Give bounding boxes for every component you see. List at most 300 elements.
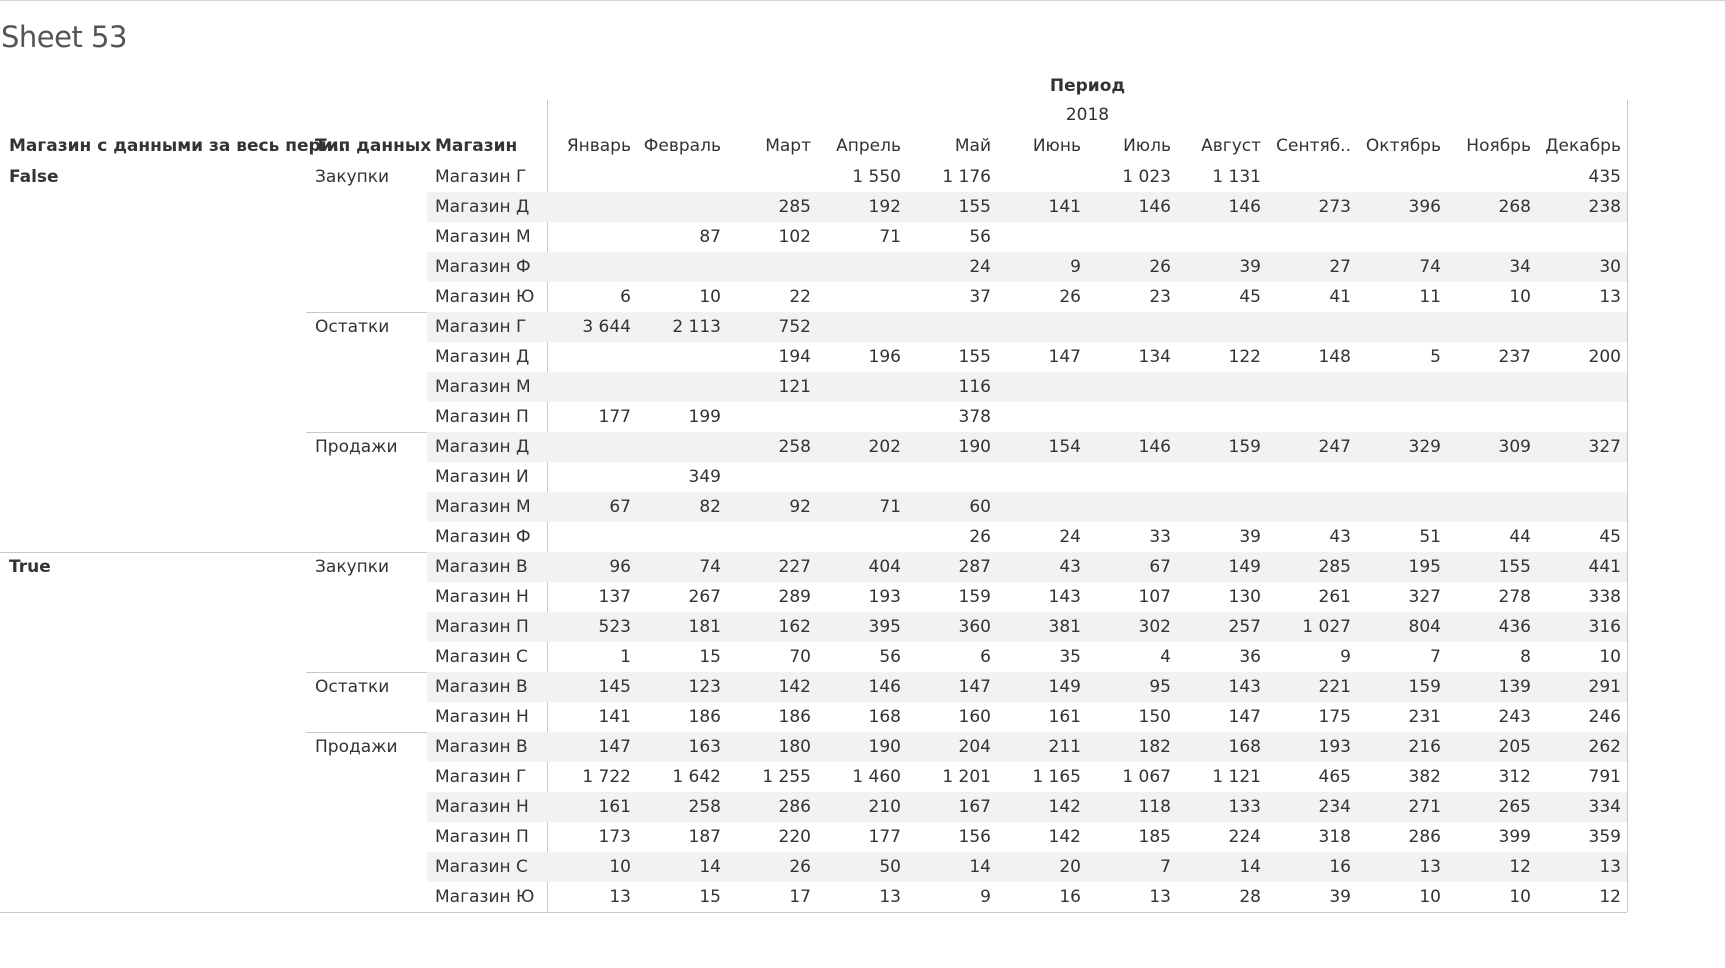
- value-cell[interactable]: 130: [1228, 587, 1261, 607]
- value-cell[interactable]: 182: [1138, 737, 1171, 757]
- store-label[interactable]: Магазин С: [435, 857, 528, 877]
- value-cell[interactable]: 24: [969, 257, 991, 277]
- month-header[interactable]: Сентяб..: [1276, 136, 1351, 156]
- value-cell[interactable]: [1177, 372, 1261, 402]
- value-cell[interactable]: 13: [609, 887, 631, 907]
- value-cell[interactable]: 1 642: [672, 767, 721, 787]
- value-cell[interactable]: 107: [1138, 587, 1171, 607]
- value-cell[interactable]: 210: [868, 797, 901, 817]
- value-cell[interactable]: 45: [1239, 287, 1261, 307]
- value-cell[interactable]: [1177, 222, 1261, 252]
- value-cell[interactable]: 147: [598, 737, 631, 757]
- value-cell[interactable]: 173: [598, 827, 631, 847]
- value-cell[interactable]: 13: [879, 887, 901, 907]
- store-label[interactable]: Магазин И: [435, 467, 529, 487]
- value-cell[interactable]: 378: [958, 407, 991, 427]
- value-cell[interactable]: [1537, 492, 1621, 522]
- store-label[interactable]: Магазин С: [435, 647, 528, 667]
- month-header[interactable]: Июнь: [1032, 136, 1081, 156]
- value-cell[interactable]: 287: [958, 557, 991, 577]
- value-cell[interactable]: 4: [1160, 647, 1171, 667]
- value-cell[interactable]: 95: [1149, 677, 1171, 697]
- store-label[interactable]: Магазин М: [435, 497, 531, 517]
- value-cell[interactable]: 205: [1498, 737, 1531, 757]
- value-cell[interactable]: [817, 462, 901, 492]
- value-cell[interactable]: [997, 222, 1081, 252]
- value-cell[interactable]: 338: [1588, 587, 1621, 607]
- value-cell[interactable]: [1357, 222, 1441, 252]
- value-cell[interactable]: 5: [1430, 347, 1441, 367]
- value-cell[interactable]: 395: [868, 617, 901, 637]
- value-cell[interactable]: [1267, 372, 1351, 402]
- value-cell[interactable]: 285: [778, 197, 811, 217]
- value-cell[interactable]: 286: [778, 797, 811, 817]
- value-cell[interactable]: [547, 252, 631, 282]
- store-label[interactable]: Магазин Г: [435, 767, 527, 787]
- value-cell[interactable]: [907, 312, 991, 342]
- value-cell[interactable]: [727, 402, 811, 432]
- value-cell[interactable]: 262: [1588, 737, 1621, 757]
- value-cell[interactable]: 349: [688, 467, 721, 487]
- value-cell[interactable]: 224: [1228, 827, 1261, 847]
- value-cell[interactable]: 261: [1318, 587, 1351, 607]
- value-cell[interactable]: [1087, 222, 1171, 252]
- period-header[interactable]: Период: [1049, 76, 1126, 96]
- value-cell[interactable]: 155: [1498, 557, 1531, 577]
- store-label[interactable]: Магазин Н: [435, 707, 529, 727]
- value-cell[interactable]: 181: [688, 617, 721, 637]
- value-cell[interactable]: [1177, 462, 1261, 492]
- value-cell[interactable]: 2 113: [672, 317, 721, 337]
- value-cell[interactable]: [637, 342, 721, 372]
- value-cell[interactable]: 159: [958, 587, 991, 607]
- value-cell[interactable]: 20: [1059, 857, 1081, 877]
- column-header-data-type[interactable]: Тип данных: [315, 136, 432, 156]
- value-cell[interactable]: 312: [1498, 767, 1531, 787]
- value-cell[interactable]: [1357, 312, 1441, 342]
- value-cell[interactable]: [547, 372, 631, 402]
- value-cell[interactable]: [1537, 402, 1621, 432]
- value-cell[interactable]: 87: [699, 227, 721, 247]
- store-label[interactable]: Магазин Ю: [435, 287, 535, 307]
- value-cell[interactable]: 51: [1419, 527, 1441, 547]
- value-cell[interactable]: [1537, 312, 1621, 342]
- data-type-label[interactable]: Остатки: [315, 317, 390, 337]
- store-label[interactable]: Магазин М: [435, 377, 531, 397]
- value-cell[interactable]: 1 121: [1212, 767, 1261, 787]
- value-cell[interactable]: 156: [958, 827, 991, 847]
- value-cell[interactable]: 9: [980, 887, 991, 907]
- value-cell[interactable]: 10: [1509, 887, 1531, 907]
- value-cell[interactable]: 35: [1059, 647, 1081, 667]
- value-cell[interactable]: 204: [958, 737, 991, 757]
- value-cell[interactable]: 7: [1160, 857, 1171, 877]
- value-cell[interactable]: 200: [1588, 347, 1621, 367]
- value-cell[interactable]: 141: [1048, 197, 1081, 217]
- value-cell[interactable]: [727, 162, 811, 192]
- store-label[interactable]: Магазин Н: [435, 797, 529, 817]
- month-header[interactable]: Март: [765, 136, 811, 156]
- value-cell[interactable]: 258: [778, 437, 811, 457]
- value-cell[interactable]: 10: [699, 287, 721, 307]
- value-cell[interactable]: [547, 222, 631, 252]
- value-cell[interactable]: 14: [699, 857, 721, 877]
- value-cell[interactable]: 142: [1048, 797, 1081, 817]
- value-cell[interactable]: 137: [598, 587, 631, 607]
- value-cell[interactable]: 309: [1498, 437, 1531, 457]
- value-cell[interactable]: [1177, 402, 1261, 432]
- month-header[interactable]: Август: [1201, 136, 1261, 156]
- value-cell[interactable]: 28: [1239, 887, 1261, 907]
- value-cell[interactable]: 26: [1149, 257, 1171, 277]
- value-cell[interactable]: [1537, 372, 1621, 402]
- data-type-label[interactable]: Продажи: [315, 737, 398, 757]
- value-cell[interactable]: 96: [609, 557, 631, 577]
- value-cell[interactable]: 163: [688, 737, 721, 757]
- value-cell[interactable]: 161: [1048, 707, 1081, 727]
- value-cell[interactable]: 168: [868, 707, 901, 727]
- value-cell[interactable]: 1 165: [1032, 767, 1081, 787]
- value-cell[interactable]: 318: [1318, 827, 1351, 847]
- value-cell[interactable]: [637, 372, 721, 402]
- value-cell[interactable]: [997, 402, 1081, 432]
- value-cell[interactable]: 26: [969, 527, 991, 547]
- value-cell[interactable]: 1 131: [1212, 167, 1261, 187]
- value-cell[interactable]: 329: [1408, 437, 1441, 457]
- value-cell[interactable]: [997, 462, 1081, 492]
- value-cell[interactable]: [1357, 372, 1441, 402]
- store-label[interactable]: Магазин Д: [435, 347, 530, 367]
- value-cell[interactable]: 190: [958, 437, 991, 457]
- value-cell[interactable]: 382: [1408, 767, 1441, 787]
- value-cell[interactable]: 16: [1059, 887, 1081, 907]
- value-cell[interactable]: 147: [1228, 707, 1261, 727]
- value-cell[interactable]: 146: [868, 677, 901, 697]
- value-cell[interactable]: [817, 402, 901, 432]
- value-cell[interactable]: 291: [1588, 677, 1621, 697]
- value-cell[interactable]: 465: [1318, 767, 1351, 787]
- value-cell[interactable]: [1447, 222, 1531, 252]
- value-cell[interactable]: 23: [1149, 287, 1171, 307]
- value-cell[interactable]: 16: [1329, 857, 1351, 877]
- value-cell[interactable]: [1447, 162, 1531, 192]
- store-full-period-flag[interactable]: True: [9, 557, 51, 577]
- value-cell[interactable]: [1177, 312, 1261, 342]
- value-cell[interactable]: 6: [620, 287, 631, 307]
- value-cell[interactable]: 82: [699, 497, 721, 517]
- value-cell[interactable]: [547, 162, 631, 192]
- value-cell[interactable]: 147: [1048, 347, 1081, 367]
- value-cell[interactable]: 60: [969, 497, 991, 517]
- value-cell[interactable]: 134: [1138, 347, 1171, 367]
- value-cell[interactable]: 190: [868, 737, 901, 757]
- value-cell[interactable]: 162: [778, 617, 811, 637]
- value-cell[interactable]: [1267, 402, 1351, 432]
- value-cell[interactable]: 146: [1228, 197, 1261, 217]
- value-cell[interactable]: [547, 462, 631, 492]
- month-header[interactable]: Ноябрь: [1466, 136, 1531, 156]
- value-cell[interactable]: 45: [1599, 527, 1621, 547]
- month-header[interactable]: Январь: [566, 136, 631, 156]
- value-cell[interactable]: 7: [1430, 647, 1441, 667]
- data-type-label[interactable]: Закупки: [315, 557, 390, 577]
- value-cell[interactable]: 102: [778, 227, 811, 247]
- value-cell[interactable]: 10: [1599, 647, 1621, 667]
- month-header[interactable]: Апрель: [836, 136, 901, 156]
- store-label[interactable]: Магазин П: [435, 617, 529, 637]
- value-cell[interactable]: 67: [1149, 557, 1171, 577]
- value-cell[interactable]: 74: [699, 557, 721, 577]
- value-cell[interactable]: [1357, 402, 1441, 432]
- value-cell[interactable]: 13: [1419, 857, 1441, 877]
- value-cell[interactable]: [1087, 312, 1171, 342]
- value-cell[interactable]: [1267, 162, 1351, 192]
- store-label[interactable]: Магазин П: [435, 407, 529, 427]
- value-cell[interactable]: 278: [1498, 587, 1531, 607]
- value-cell[interactable]: 1 722: [582, 767, 631, 787]
- value-cell[interactable]: [547, 522, 631, 552]
- value-cell[interactable]: 6: [980, 647, 991, 667]
- value-cell[interactable]: 9: [1070, 257, 1081, 277]
- value-cell[interactable]: [727, 462, 811, 492]
- value-cell[interactable]: 193: [1318, 737, 1351, 757]
- value-cell[interactable]: 39: [1239, 257, 1261, 277]
- value-cell[interactable]: 3 644: [582, 317, 631, 337]
- value-cell[interactable]: 143: [1048, 587, 1081, 607]
- value-cell[interactable]: 122: [1228, 347, 1261, 367]
- value-cell[interactable]: 791: [1588, 767, 1621, 787]
- value-cell[interactable]: 804: [1408, 617, 1441, 637]
- value-cell[interactable]: 302: [1138, 617, 1171, 637]
- value-cell[interactable]: 175: [1318, 707, 1351, 727]
- value-cell[interactable]: 70: [789, 647, 811, 667]
- value-cell[interactable]: 10: [609, 857, 631, 877]
- value-cell[interactable]: 50: [879, 857, 901, 877]
- value-cell[interactable]: 237: [1498, 347, 1531, 367]
- value-cell[interactable]: [727, 252, 811, 282]
- value-cell[interactable]: 12: [1599, 887, 1621, 907]
- value-cell[interactable]: 752: [778, 317, 811, 337]
- value-cell[interactable]: [1087, 402, 1171, 432]
- store-label[interactable]: Магазин М: [435, 227, 531, 247]
- value-cell[interactable]: 399: [1498, 827, 1531, 847]
- value-cell[interactable]: [727, 522, 811, 552]
- value-cell[interactable]: [1267, 312, 1351, 342]
- value-cell[interactable]: [907, 462, 991, 492]
- value-cell[interactable]: 26: [1059, 287, 1081, 307]
- value-cell[interactable]: 12: [1509, 857, 1531, 877]
- value-cell[interactable]: 44: [1509, 527, 1531, 547]
- value-cell[interactable]: [997, 372, 1081, 402]
- value-cell[interactable]: [1087, 492, 1171, 522]
- value-cell[interactable]: 14: [1239, 857, 1261, 877]
- value-cell[interactable]: 265: [1498, 797, 1531, 817]
- value-cell[interactable]: [997, 492, 1081, 522]
- value-cell[interactable]: 1 550: [852, 167, 901, 187]
- data-type-label[interactable]: Закупки: [315, 167, 390, 187]
- value-cell[interactable]: 381: [1048, 617, 1081, 637]
- value-cell[interactable]: 92: [789, 497, 811, 517]
- value-cell[interactable]: 196: [868, 347, 901, 367]
- value-cell[interactable]: 17: [789, 887, 811, 907]
- value-cell[interactable]: 146: [1138, 437, 1171, 457]
- value-cell[interactable]: [547, 192, 631, 222]
- value-cell[interactable]: 139: [1498, 677, 1531, 697]
- value-cell[interactable]: 1: [620, 647, 631, 667]
- value-cell[interactable]: [637, 252, 721, 282]
- value-cell[interactable]: 316: [1588, 617, 1621, 637]
- value-cell[interactable]: 27: [1329, 257, 1351, 277]
- value-cell[interactable]: 142: [778, 677, 811, 697]
- value-cell[interactable]: 149: [1228, 557, 1261, 577]
- value-cell[interactable]: [1447, 492, 1531, 522]
- value-cell[interactable]: 141: [598, 707, 631, 727]
- value-cell[interactable]: 436: [1498, 617, 1531, 637]
- value-cell[interactable]: 118: [1138, 797, 1171, 817]
- value-cell[interactable]: 1 023: [1122, 167, 1171, 187]
- month-header[interactable]: Октябрь: [1365, 136, 1441, 156]
- value-cell[interactable]: 13: [1149, 887, 1171, 907]
- value-cell[interactable]: 247: [1318, 437, 1351, 457]
- value-cell[interactable]: 177: [598, 407, 631, 427]
- value-cell[interactable]: 56: [969, 227, 991, 247]
- value-cell[interactable]: 435: [1588, 167, 1621, 187]
- value-cell[interactable]: [1357, 492, 1441, 522]
- value-cell[interactable]: 192: [868, 197, 901, 217]
- value-cell[interactable]: [1357, 162, 1441, 192]
- value-cell[interactable]: 116: [958, 377, 991, 397]
- value-cell[interactable]: 271: [1408, 797, 1441, 817]
- value-cell[interactable]: 1 067: [1122, 767, 1171, 787]
- value-cell[interactable]: 221: [1318, 677, 1351, 697]
- value-cell[interactable]: 142: [1048, 827, 1081, 847]
- value-cell[interactable]: 146: [1138, 197, 1171, 217]
- value-cell[interactable]: 13: [1599, 287, 1621, 307]
- value-cell[interactable]: 194: [778, 347, 811, 367]
- value-cell[interactable]: 186: [688, 707, 721, 727]
- store-label[interactable]: Магазин В: [435, 677, 528, 697]
- value-cell[interactable]: [1267, 492, 1351, 522]
- value-cell[interactable]: [1447, 372, 1531, 402]
- value-cell[interactable]: 10: [1419, 887, 1441, 907]
- value-cell[interactable]: 43: [1059, 557, 1081, 577]
- value-cell[interactable]: 145: [598, 677, 631, 697]
- value-cell[interactable]: 15: [699, 647, 721, 667]
- value-cell[interactable]: [817, 252, 901, 282]
- value-cell[interactable]: 74: [1419, 257, 1441, 277]
- value-cell[interactable]: 8: [1520, 647, 1531, 667]
- value-cell[interactable]: 267: [688, 587, 721, 607]
- value-cell[interactable]: 71: [879, 227, 901, 247]
- value-cell[interactable]: 34: [1509, 257, 1531, 277]
- value-cell[interactable]: 67: [609, 497, 631, 517]
- value-cell[interactable]: 327: [1588, 437, 1621, 457]
- value-cell[interactable]: [817, 522, 901, 552]
- value-cell[interactable]: 180: [778, 737, 811, 757]
- value-cell[interactable]: 167: [958, 797, 991, 817]
- value-cell[interactable]: 41: [1329, 287, 1351, 307]
- value-cell[interactable]: [817, 282, 901, 312]
- value-cell[interactable]: 161: [598, 797, 631, 817]
- store-label[interactable]: Магазин Ф: [435, 257, 531, 277]
- value-cell[interactable]: 26: [789, 857, 811, 877]
- month-header[interactable]: Май: [954, 136, 991, 156]
- store-label[interactable]: Магазин В: [435, 557, 528, 577]
- data-type-label[interactable]: Остатки: [315, 677, 390, 697]
- value-cell[interactable]: 187: [688, 827, 721, 847]
- value-cell[interactable]: 360: [958, 617, 991, 637]
- value-cell[interactable]: 71: [879, 497, 901, 517]
- value-cell[interactable]: 149: [1048, 677, 1081, 697]
- store-label[interactable]: Магазин Ю: [435, 887, 535, 907]
- value-cell[interactable]: 121: [778, 377, 811, 397]
- value-cell[interactable]: 39: [1329, 887, 1351, 907]
- value-cell[interactable]: 227: [778, 557, 811, 577]
- value-cell[interactable]: 186: [778, 707, 811, 727]
- column-header-store[interactable]: Магазин: [435, 136, 518, 156]
- value-cell[interactable]: 193: [868, 587, 901, 607]
- store-label[interactable]: Магазин Д: [435, 197, 530, 217]
- month-header[interactable]: Февраль: [643, 136, 721, 156]
- value-cell[interactable]: [1537, 222, 1621, 252]
- value-cell[interactable]: 1 201: [942, 767, 991, 787]
- value-cell[interactable]: 396: [1408, 197, 1441, 217]
- value-cell[interactable]: 36: [1239, 647, 1261, 667]
- value-cell[interactable]: 33: [1149, 527, 1171, 547]
- value-cell[interactable]: 246: [1588, 707, 1621, 727]
- value-cell[interactable]: 133: [1228, 797, 1261, 817]
- value-cell[interactable]: 160: [958, 707, 991, 727]
- value-cell[interactable]: 404: [868, 557, 901, 577]
- value-cell[interactable]: 523: [598, 617, 631, 637]
- year-header[interactable]: 2018: [1065, 105, 1110, 125]
- value-cell[interactable]: 22: [789, 287, 811, 307]
- store-label[interactable]: Магазин Г: [435, 317, 527, 337]
- value-cell[interactable]: 243: [1498, 707, 1531, 727]
- value-cell[interactable]: 159: [1408, 677, 1441, 697]
- value-cell[interactable]: 199: [688, 407, 721, 427]
- value-cell[interactable]: [1177, 492, 1261, 522]
- value-cell[interactable]: 273: [1318, 197, 1351, 217]
- store-label[interactable]: Магазин Г: [435, 167, 527, 187]
- value-cell[interactable]: 1 027: [1302, 617, 1351, 637]
- value-cell[interactable]: [1447, 312, 1531, 342]
- value-cell[interactable]: 154: [1048, 437, 1081, 457]
- value-cell[interactable]: [637, 432, 721, 462]
- month-header[interactable]: Июль: [1123, 136, 1171, 156]
- value-cell[interactable]: [637, 522, 721, 552]
- value-cell[interactable]: 1 176: [942, 167, 991, 187]
- value-cell[interactable]: 168: [1228, 737, 1261, 757]
- value-cell[interactable]: 155: [958, 197, 991, 217]
- month-header[interactable]: Декабрь: [1545, 136, 1621, 156]
- value-cell[interactable]: 216: [1408, 737, 1441, 757]
- value-cell[interactable]: 1 460: [852, 767, 901, 787]
- store-label[interactable]: Магазин В: [435, 737, 528, 757]
- store-label[interactable]: Магазин Д: [435, 437, 530, 457]
- value-cell[interactable]: [997, 312, 1081, 342]
- value-cell[interactable]: 289: [778, 587, 811, 607]
- value-cell[interactable]: 9: [1340, 647, 1351, 667]
- value-cell[interactable]: 185: [1138, 827, 1171, 847]
- value-cell[interactable]: 43: [1329, 527, 1351, 547]
- value-cell[interactable]: 441: [1588, 557, 1621, 577]
- value-cell[interactable]: 14: [969, 857, 991, 877]
- value-cell[interactable]: 257: [1228, 617, 1261, 637]
- store-label[interactable]: Магазин Н: [435, 587, 529, 607]
- value-cell[interactable]: 15: [699, 887, 721, 907]
- value-cell[interactable]: 211: [1048, 737, 1081, 757]
